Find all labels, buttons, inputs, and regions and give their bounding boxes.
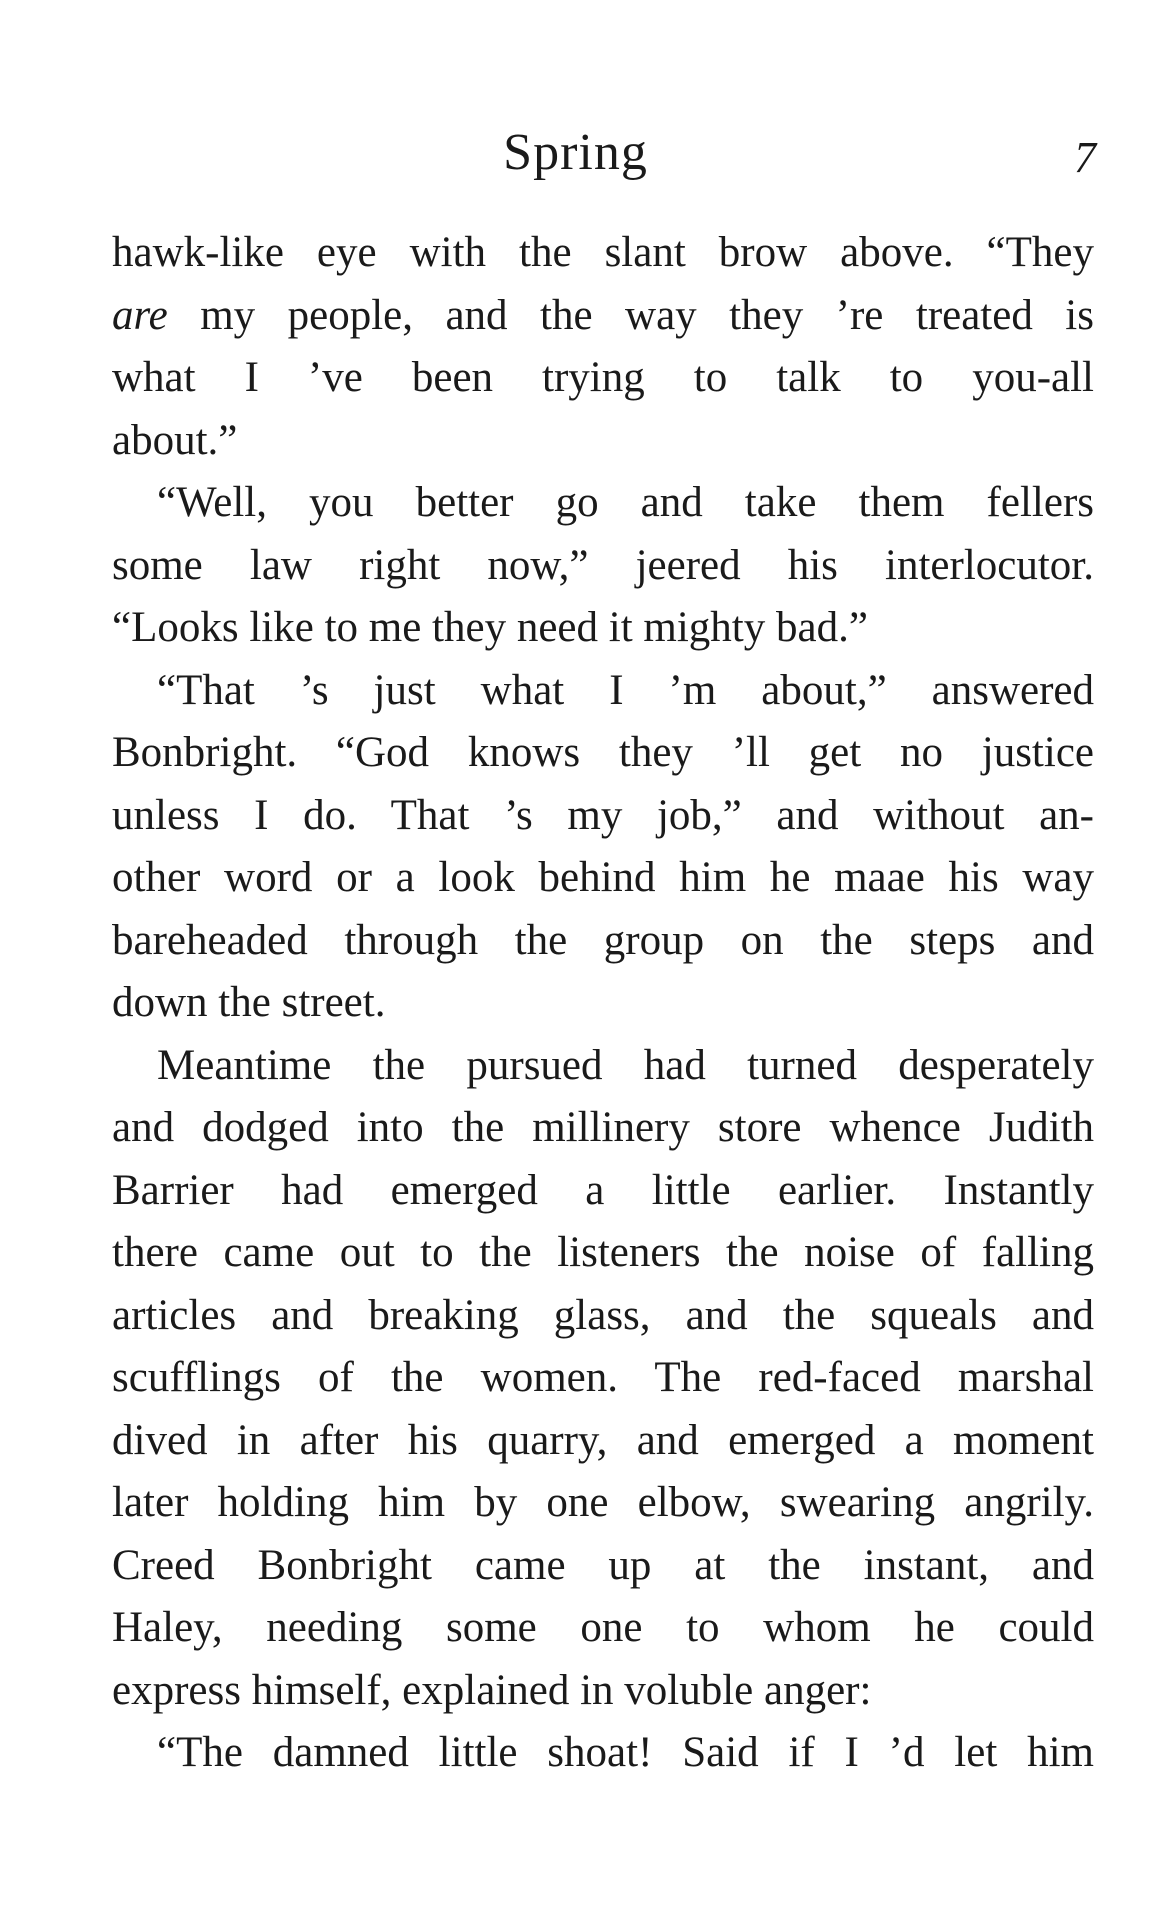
text-line: “That ’s just what I ’m about,” answered [157, 666, 1094, 714]
running-head [0, 118, 1151, 188]
text-line: scufflings of the women. The red-faced marshal [112, 1354, 1094, 1401]
text-line: unless I do. That ’s my job,” and without an- [112, 791, 1094, 839]
text-line: Haley, needing some one to whom he could [112, 1604, 1094, 1651]
running-title: Spring [503, 124, 648, 181]
text-line: there came out to the listeners the noise of falling [112, 1229, 1094, 1276]
text-line: Creed Bonbright came up at the instant, and [112, 1541, 1094, 1589]
page-number: 7 [1074, 133, 1096, 182]
text-line: and dodged into the millinery store whence Judith [112, 1104, 1094, 1151]
text-line: Barrier had emerged a little earlier. Instantly [112, 1166, 1094, 1214]
text-line: other word or a look behind him he maae his way [112, 854, 1094, 901]
body-text [112, 222, 1094, 1785]
text-line: articles and breaking glass, and the squeals and [112, 1291, 1094, 1339]
text-line: bareheaded through the group on the steps and [112, 916, 1094, 964]
text-line: express himself, explained in voluble anger: [112, 1666, 872, 1714]
italic-word: are [112, 291, 168, 339]
text-line: dived in after his quarry, and emerged a moment [112, 1416, 1094, 1464]
text-span: my people, and the way they ’re treated is [167, 291, 1094, 339]
text-line: some law right now,” jeered his interlocutor. [112, 541, 1094, 589]
text-line: Meantime the pursued had turned desperately [157, 1041, 1094, 1089]
text-line: “The damned little shoat! Said if I ’d let him [157, 1729, 1094, 1776]
text-line: Bonbright. “God knows they ’ll get no justice [112, 729, 1094, 776]
text-line: hawk-like eye with the slant brow above. “They [112, 229, 1094, 276]
text-line [112, 285, 1094, 348]
text-line: later holding him by one elbow, swearing angrily. [112, 1479, 1094, 1526]
text-line: about.” [112, 416, 238, 464]
text-line: down the street. [112, 979, 386, 1026]
text-line: “Looks like to me they need it mighty bad.” [112, 604, 868, 651]
text-line: “Well, you better go and take them fellers [157, 479, 1094, 526]
text-line: what I ’ve been trying to talk to you-all [112, 354, 1094, 401]
